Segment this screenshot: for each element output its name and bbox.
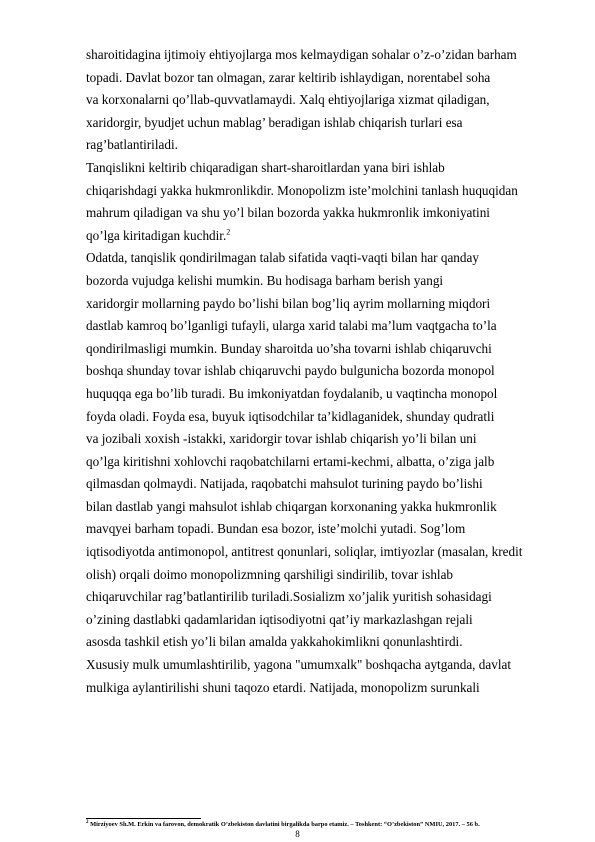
text-line-content: asosda tashkil etish yo’li bilan amalda yakkahokimlikni qonunlashtirdi.: [86, 634, 463, 650]
text-line-content: olish) orqali doimo monopolizmning qarshiligi sindirilib, tovar ishlab: [86, 566, 454, 582]
text-line: [86, 270, 556, 293]
text-line-content: bozorda vujudga kelishi mumkin. Bu hodisaga barham berish yangi: [86, 272, 444, 288]
text-line-content: mavqyei barham topadi. Bundan esa bozor, iste’molchi yutadi. Sog’lom: [86, 521, 466, 537]
text-line-content: sharoitidagina ijtimoiy ehtiyojlarga mos kelmaydigan sohalar o’z-o’zidan barham: [86, 47, 517, 62]
text-line: [86, 338, 556, 361]
text-line-content: rag’batlantiriladi.: [86, 137, 178, 153]
body-text: [86, 44, 556, 699]
text-line: [86, 180, 556, 203]
text-line: [86, 451, 556, 474]
text-line: [86, 157, 556, 180]
footnote-reference: 2: [226, 227, 231, 237]
text-line: [86, 654, 556, 677]
text-line: [86, 293, 556, 316]
footnote: [86, 819, 556, 829]
text-line-content: boshqa shunday tovar ishlab chiqaruvchi paydo bulgunicha bozorda monopol: [86, 363, 495, 379]
text-line-content: qondirilmasligi mumkin. Bunday sharoitda uo’sha tovarni ishlab chiqaruvchi: [86, 340, 492, 356]
text-line-content: va korxonalarni qo’llab-quvvatlamaydi. Xalq ehtiyojlariga xizmat qiladigan,: [86, 92, 490, 108]
text-line-content: qo’lga kiritadigan kuchdir.: [86, 227, 227, 243]
text-line: [86, 360, 556, 383]
text-line: [86, 134, 556, 157]
text-line: [86, 225, 556, 248]
text-line-content: iqtisodiyotda antimonopol, antitrest qonunlari, soliqlar, imtiyozlar (masalan, kredit: [86, 544, 523, 560]
text-line-content: bilan dastlab yangi mahsulot ishlab chiqargan korxonaning yakka hukmronlik: [86, 498, 497, 514]
footnote-marker: 2: [86, 820, 89, 825]
text-line-content: qilmasdan qolmaydi. Natijada, raqobatchi mahsulot turining paydo bo’lishi: [86, 476, 483, 492]
text-line-content: Tanqislikni keltirib chiqaradigan shart-sharoitlardan yana biri ishlab: [86, 159, 445, 175]
text-line: [86, 586, 556, 609]
text-line-content: foyda oladi. Foyda esa, buyuk iqtisodchilar ta’kidlaganidek, shunday qudratli: [86, 408, 495, 424]
text-line-content: mulkiga aylantirilishi shuni taqozo etardi. Natijada, monopolizm surunkali: [86, 679, 480, 695]
text-line: [86, 564, 556, 587]
text-line: [86, 383, 556, 406]
text-line-content: xaridorgir, byudjet uchun mablag’ beradigan ishlab chiqarish turlari esa: [86, 114, 463, 130]
text-line-content: qo’lga kiritishni xohlovchi raqobatchilarni ertami-kechmi, albatta, o’ziga jalb: [86, 453, 495, 469]
text-line-content: dastlab kamroq bo’lganligi tufayli, ularga xarid talabi ma’lum vaqtgacha to’la: [86, 318, 497, 334]
text-line-content: xaridorgir mollarning paydo bo’lishi bilan bog’liq ayrim mollarning miqdori: [86, 295, 491, 311]
text-line: [86, 496, 556, 519]
text-line: [86, 112, 556, 135]
text-line: [86, 44, 556, 67]
text-line: [86, 89, 556, 112]
text-line: [86, 67, 556, 90]
text-line: [86, 202, 556, 225]
text-line-content: topadi. Davlat bozor tan olmagan, zarar keltirib ishlaydigan, norentabel soha: [86, 69, 491, 85]
text-line-content: Odatda, tanqislik qondirilmagan talab sifatida vaqti-vaqti bilan har qanday: [86, 250, 479, 266]
text-line-content: chiqarishdagi yakka hukmronlikdir. Monopolizm iste’molchini tanlash huquqidan: [86, 182, 518, 198]
text-line-content: o’zining dastlabki qadamlaridan iqtisodiyotni qat’iy markazlashgan rejali: [86, 611, 473, 627]
text-line: [86, 677, 556, 700]
text-line-content: mahrum qiladigan va shu yo’l bilan bozorda yakka hukmronlik imkoniyatini: [86, 205, 490, 221]
footnote-text: Mirziyoev Sh.M. Erkin va farovon, demokratik O’zbekiston davlatini birgalikda barpo etamiz. – Toshkent: “O’zbekiston” NMIU, 2017. – 56 b.: [90, 821, 480, 829]
text-line-content: chiqaruvchilar rag’batlantirilib turiladi.Sosializm xo’jalik yuritish sohasidagi: [86, 589, 492, 605]
text-line-content: va jozibali xoxish -istakki, xaridorgir tovar ishlab chiqarish yo’li bilan uni: [86, 431, 477, 447]
text-line: [86, 541, 556, 564]
text-line: [86, 247, 556, 270]
text-line: [86, 518, 556, 541]
text-line: [86, 406, 556, 429]
text-line: [86, 609, 556, 632]
text-line-content: Xususiy mulk umumlashtirilib, yagona "umumxalk" boshqacha aytganda, davlat: [86, 657, 512, 673]
text-line: [86, 473, 556, 496]
text-line: [86, 428, 556, 451]
text-line: [86, 315, 556, 338]
text-line: [86, 631, 556, 654]
page-number: 8: [295, 829, 300, 839]
text-line-content: huquqqa ega bo’lib turadi. Bu imkoniyatdan foydalanib, u vaqtincha monopol: [86, 385, 498, 401]
